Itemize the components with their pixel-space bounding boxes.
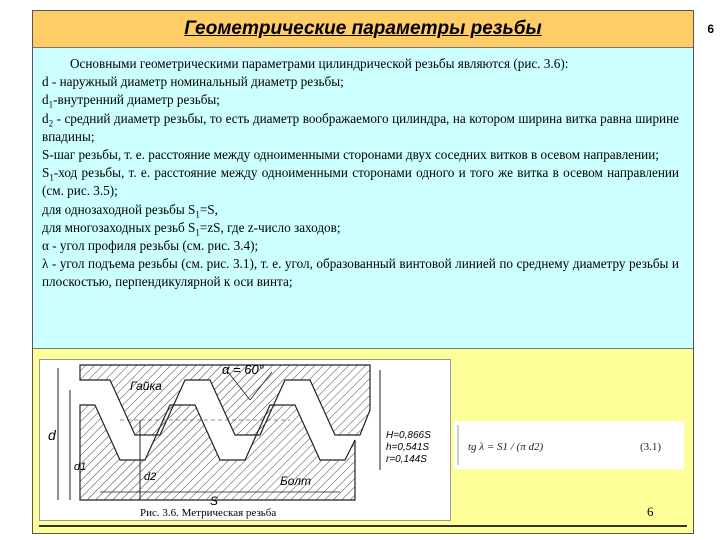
- formula-text: tg λ = S1 / (π d2): [468, 441, 544, 453]
- bolt-profile: [80, 405, 355, 500]
- bottom-rule: [39, 525, 687, 527]
- figure-caption: Рис. 3.6. Метрическая резьба: [140, 507, 277, 519]
- angle-label: α = 60°: [222, 362, 264, 377]
- slide-title: Геометрические параметры резьбы: [184, 18, 542, 39]
- s1-definition: $S_1$-ход резьбы, т. е. расстояние между одноименными сторонами одного и того же витка в осевом направлении (см. рис. 3.5);: [42, 165, 679, 199]
- alpha-definition: α - угол профиля резьбы (см. рис. 3.4);: [42, 238, 259, 254]
- d1-definition: $d_1$-внутренний диаметр резьбы;: [42, 92, 220, 111]
- nut-label: Гайка: [130, 379, 162, 393]
- multi-start-line: для многозаходных резьб $S_1=zS$, где z-число заходов;: [42, 219, 341, 238]
- d2-definition: $d_2$ - средний диаметр резьбы, то есть диаметр воображаемого цилиндра, на котором ширина витка равна ширине впадины;: [42, 110, 679, 144]
- body-text: [33, 48, 693, 292]
- text-area: [33, 48, 693, 349]
- slide-page-number: 6: [647, 504, 654, 519]
- intro-paragraph: Основными геометрическими параметрами цилиндрической резьбы являются (рис. 3.6):: [70, 56, 569, 71]
- formula-h: H=0,866S: [386, 430, 431, 441]
- title-bar: [33, 11, 693, 48]
- d2-label: d2: [144, 471, 157, 483]
- bolt-label: Болт: [280, 474, 311, 488]
- formula-box: [454, 421, 684, 469]
- d1-label: d1: [74, 461, 87, 473]
- s-label: S: [210, 494, 219, 508]
- lower-panel: [33, 349, 693, 533]
- thread-figure: [39, 359, 451, 521]
- slide: [32, 10, 694, 534]
- formula-number: (3.1): [640, 441, 662, 453]
- formula-r: r=0,144S: [386, 454, 427, 465]
- d-label: d: [48, 427, 56, 443]
- d-definition: d - наружный диаметр номинальный диаметр резьбы;: [42, 74, 344, 90]
- s-definition: S-шаг резьбы, т. е. расстояние между одноименными сторонами двух соседних витков в осевом направлении;: [42, 147, 659, 163]
- lambda-definition: λ - угол подъема резьбы (см. рис. 3.1), т. е. угол, образованный винтовой линией по среднему диаметру резьбы и плоскостью, перпендикулярной к оси винта;: [42, 256, 679, 290]
- single-start-line: для однозаходной резьбы $S_1=S$,: [42, 201, 218, 220]
- formula-h-small: h=0,541S: [386, 442, 430, 453]
- corner-page-number: 6: [707, 22, 714, 36]
